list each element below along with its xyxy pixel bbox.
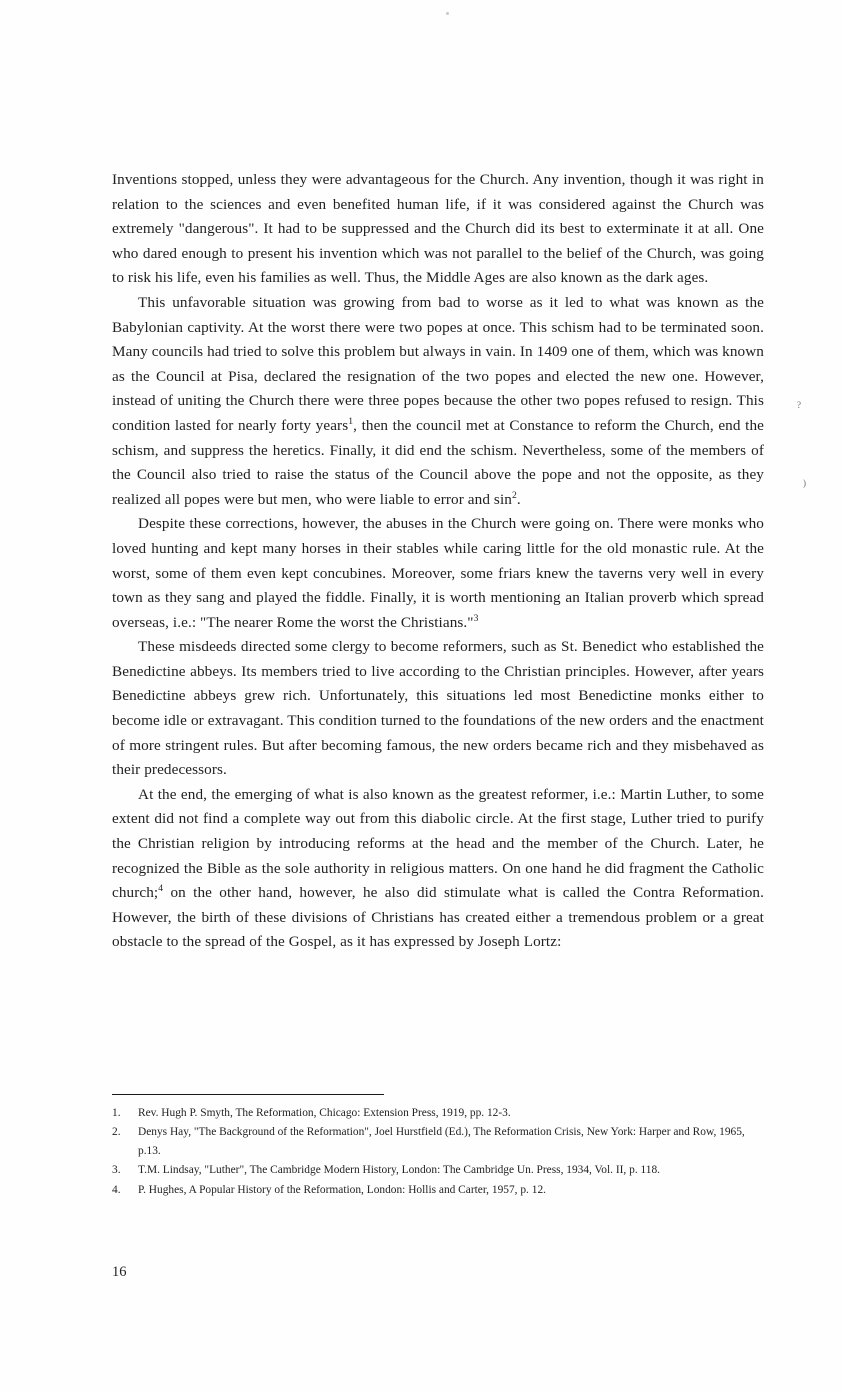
paragraph-3-text: Despite these corrections, however, the abuses in the Church were going on. There were monks who loved hunting and kept many horses in their stables while caring little for the old monastic rule. At the worst, some of them even kept concubines. Moreover, some friars knew the taverns very well in every town as they sang and played the fiddle. Finally, it is worth mentioning an Italian proverb which spread overseas, i.e.: "The nearer Rome the worst the Christians." [112,515,764,631]
footnote-number: 4. [112,1183,121,1196]
footnote-ref-1: 1 [348,415,354,427]
margin-annotation-mark: ? [797,400,801,410]
footnote-ref-3: 3 [473,612,479,624]
page-speck [446,12,449,15]
footnote-item [112,1161,768,1179]
paragraph-2-text-part1: This unfavorable situation was growing from bad to worse as it led to what was known as the Babylonian captivity. At the worst there were two popes at once. This schism had to be terminated soon. Many councils had tried to solve this problem but always in vain. In 1409 one of them, which was known as the Council at Pisa, declared the resignation of the two popes and elected the new one. However, instead of uniting the Church there were three popes because the other two popes refused to resign. This condition lasted for nearly forty years [112,293,764,434]
paragraph-1 [112,168,764,291]
footnote-text: P. Hughes, A Popular History of the Reformation, London: Hollis and Carter, 1957, p. 12. [138,1183,546,1196]
footnote-number: 3. [112,1164,121,1177]
footnote-item [112,1123,768,1160]
footnote-number: 1. [112,1107,121,1119]
paragraph-3 [112,512,764,635]
paragraph-2 [112,291,764,512]
footnote-item [112,1181,768,1199]
footnote-text: T.M. Lindsay, "Luther", The Cambridge Modern History, London: The Cambridge Un. Press, 1934, Vol. II, p. 118. [138,1164,661,1177]
paragraph-4 [112,635,764,783]
footnote-text: Rev. Hugh P. Smyth, The Reformation, Chicago: Extension Press, 1919, pp. 12-3. [138,1107,511,1119]
paragraph-5 [112,783,764,955]
footnote-text: Denys Hay, "The Background of the Reformation", Joel Hurstfield (Ed.), The Reformation Crisis, New York: Harper and Row, 1965, p.13. [138,1126,745,1157]
footnote-separator [112,1094,384,1095]
paragraph-2-text-tail: . [516,490,521,508]
footnote-ref-2: 2 [511,489,517,501]
paragraph-5-text-part2: on the other hand, however, he also did stimulate what is called the Contra Reformation. However, the birth of these divisions of Christians has created either a tremendous problem or a great obstacle to the spread of the Gospel, as it has expressed by Joseph Lortz: [112,884,764,951]
paragraph-1-text: Inventions stopped, unless they were advantageous for the Church. Any invention, though it was right in relation to the sciences and even benefited human life, if it was considered against the Church was extremely "dangerous". It had to be suppressed and the Church did its best to exterminate it at all. One who dared enough to present his invention which was not parallel to the belief of the Church, was going to risk his life, even his families as well. Thus, the Middle Ages are also known as the dark ages. [112,171,764,287]
page-number: 16 [112,1264,127,1280]
margin-annotation-mark: ) [803,478,806,488]
footnote-number: 2. [112,1126,121,1139]
footnote-ref-4: 4 [158,883,164,895]
paragraph-5-text-part1: At the end, the emerging of what is also known as the greatest reformer, i.e.: Martin Luther, to some extent did not find a complete way out from this diabolic circle. At the first stage, Luther tried to purify the Christian religion by introducing reforms at the head and the member of the Church. Later, he recognized the Bible as the sole authority in religious matters. On one hand he did fragment the Catholic church; [112,785,764,902]
footnote-item [112,1104,768,1122]
footnote-list [112,1104,768,1200]
page-body-text [112,168,764,955]
paragraph-4-text: These misdeeds directed some clergy to become reformers, such as St. Benedict who established the Benedictine abbeys. Its members tried to live according to the Christian principles. However, after years Benedictine abbeys grew rich. Unfortunately, this situations led most Benedictine monks either to become idle or extravagant. This condition turned to the foundations of the new orders and the enactment of more stringent rules. But after becoming famous, the new orders became rich and they misbehaved as their predecessors. [112,638,764,779]
paragraph-2-text-part2: , then the council met at Constance to reform the Church, end the schism, and suppress the heretics. Finally, it did end the schism. Nevertheless, some of the members of the Council also tried to raise the status of the Council above the pope and not the opposite, as they realized all popes were but men, who were liable to error and sin [112,416,764,508]
